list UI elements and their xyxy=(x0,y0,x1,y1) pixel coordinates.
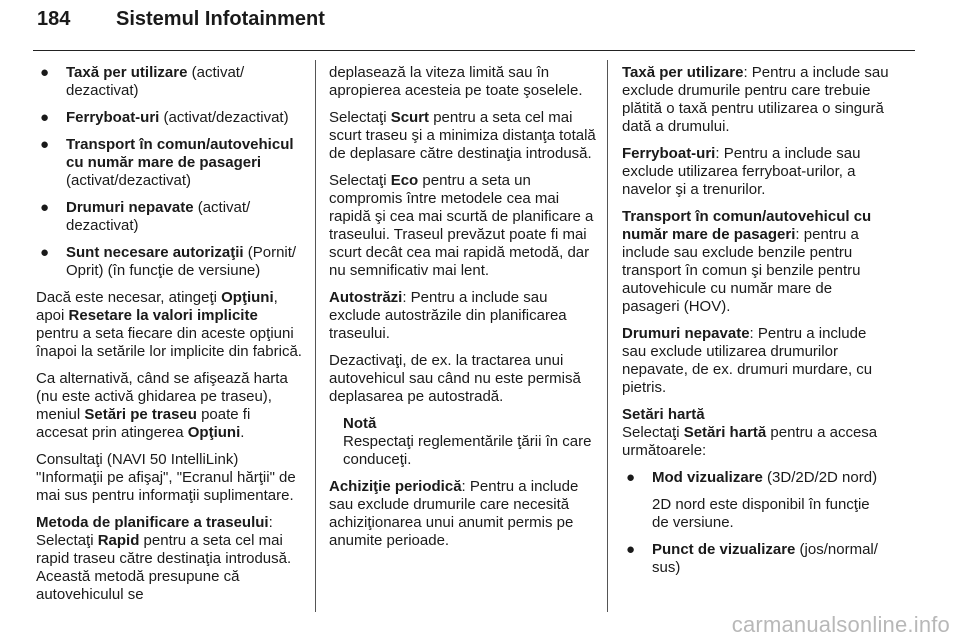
column-left xyxy=(36,64,304,613)
list-item xyxy=(622,469,890,487)
paragraph-unpaved: Drumuri nepavate: Pentru a include sau exclude utilizarea drumurilor nepavate, de ex. drumuri murdare, cu pietris. xyxy=(622,325,873,396)
paragraph-disable: Dezactivaţi, de ex. la tractarea unui autovehicul sau când nu este permisă deplasarea pe autostradă. xyxy=(329,352,581,405)
note-title: Notă xyxy=(343,415,377,432)
paragraph-reference: Consultaţi (NAVI 50 IntelliLink) "Informaţii pe afişaj", "Ecranul hărţii" de mai sus pentru informaţii suplimentare. xyxy=(36,451,296,504)
list-item xyxy=(36,64,304,100)
paragraph-reset-defaults: Dacă este necesar, atingeţi Opţiuni, apoi Resetare la valori implicite pentru a seta fiecare din aceste opţiuni înapoi la setările lor implicite din fabrică. xyxy=(36,289,302,360)
option-value: (activat/dezactivat) xyxy=(66,172,192,189)
bullet-icon: ● xyxy=(626,541,636,558)
option-term: Drumuri nepavate xyxy=(66,199,194,216)
option-term: Transport în comun/autovehicul cu număr mare de pasageri xyxy=(66,136,294,171)
bullet-icon: ● xyxy=(40,199,50,216)
option-value: (activat/ dezactivat) xyxy=(66,199,251,234)
page-number: 184 xyxy=(37,8,71,30)
option-value: (jos/normal/ sus) xyxy=(652,541,878,576)
paragraph-short: Selectaţi Scurt pentru a seta cel mai scurt traseu şi a minimiza distanţa totală de deplasare către destinaţia introdusă. xyxy=(329,109,596,162)
list-item xyxy=(622,541,890,577)
list-item xyxy=(36,199,304,235)
paragraph-toll: Taxă per utilizare: Pentru a include sau exclude drumurile pentru care trebuie plătită o taxă pentru utilizarea o singură dată a drumului. xyxy=(622,64,889,135)
option-term: Sunt necesare autorizaţii xyxy=(66,244,244,261)
page-title: Sistemul Infotainment xyxy=(116,8,325,30)
list-item xyxy=(36,244,304,280)
list-item xyxy=(36,109,304,127)
paragraph-map-settings: Selectaţi Setări hartă pentru a accesa următoarele: xyxy=(622,424,878,459)
bullet-icon: ● xyxy=(626,469,636,486)
section-heading: Metoda de planificare a traseului: xyxy=(36,514,273,531)
list-item xyxy=(36,136,304,190)
option-term: Ferryboat-uri xyxy=(66,109,160,126)
column-divider xyxy=(315,60,316,612)
option-value: (activat/ dezactivat) xyxy=(66,64,245,99)
paragraph-motorways: Autostrăzi: Pentru a include sau exclude autostrăzile din planificarea traseului. xyxy=(329,289,567,342)
paragraph-continued: deplasează la viteza limită sau în apropierea acesteia pe toate şoselele. xyxy=(329,64,583,99)
option-value: (activat/dezactivat) xyxy=(159,109,289,126)
paragraph-alternative-access: Ca alternativă, când se afişează harta (nu este activă ghidarea pe traseu), meniul Setări pe traseu poate fi accesat prin atingerea Opţiuni. xyxy=(36,370,288,441)
bullet-icon: ● xyxy=(40,109,50,126)
option-value: (3D/2D/2D nord) xyxy=(762,469,878,486)
section-heading: Setări hartă xyxy=(622,406,705,423)
bullet-icon: ● xyxy=(40,136,50,153)
note-box xyxy=(329,415,597,469)
column-right xyxy=(622,64,890,586)
column-middle xyxy=(329,64,597,559)
paragraph-route-method: Selectaţi Rapid pentru a seta cel mai rapid traseu către destinaţia introdusă. Această metodă presupune că autovehiculul se xyxy=(36,532,292,603)
column-divider xyxy=(607,60,608,612)
route-options-list xyxy=(36,64,304,280)
option-term: Mod vizualizare xyxy=(652,469,763,486)
option-term: Punct de vizualizare xyxy=(652,541,796,558)
bullet-icon: ● xyxy=(40,244,50,261)
map-settings-list xyxy=(622,469,890,577)
paragraph-eco: Selectaţi Eco pentru a seta un compromis între metodele cea mai rapidă şi cea mai scurtă de planificare a traseului. Traseul prevăzut poate fi mai scurt decât cea mai rapidă metodă, dar nu semnificativ mai lent. xyxy=(329,172,594,279)
paragraph-transport: Transport în comun/autovehicul cu număr mare de pasageri: pentru a include sau exclude benzile pentru transport în comun şi benzile pentru autovehicule cu număr mare de pasageri (HOV). xyxy=(622,208,872,315)
paragraph-ferry: Ferryboat-uri: Pentru a include sau exclude utilizarea ferryboat-urilor, a navelor şi a trenurilor. xyxy=(622,145,861,198)
note-text: Respectaţi reglementările ţării în care conduceţi. xyxy=(343,433,592,468)
bullet-icon: ● xyxy=(40,64,50,81)
option-value: (Pornit/ Oprit) (în funcţie de versiune) xyxy=(66,244,297,279)
list-item-detail: 2D nord este disponibil în funcţie de versiune. xyxy=(652,496,870,531)
paragraph-periodic: Achiziţie periodică: Pentru a include sau exclude drumurile care necesită achiziţionarea unui anumit permis pe anumite perioade. xyxy=(329,478,579,549)
option-term: Taxă per utilizare xyxy=(66,64,188,81)
watermark: carmanualsonline.info xyxy=(731,612,950,637)
page-header xyxy=(33,4,915,51)
